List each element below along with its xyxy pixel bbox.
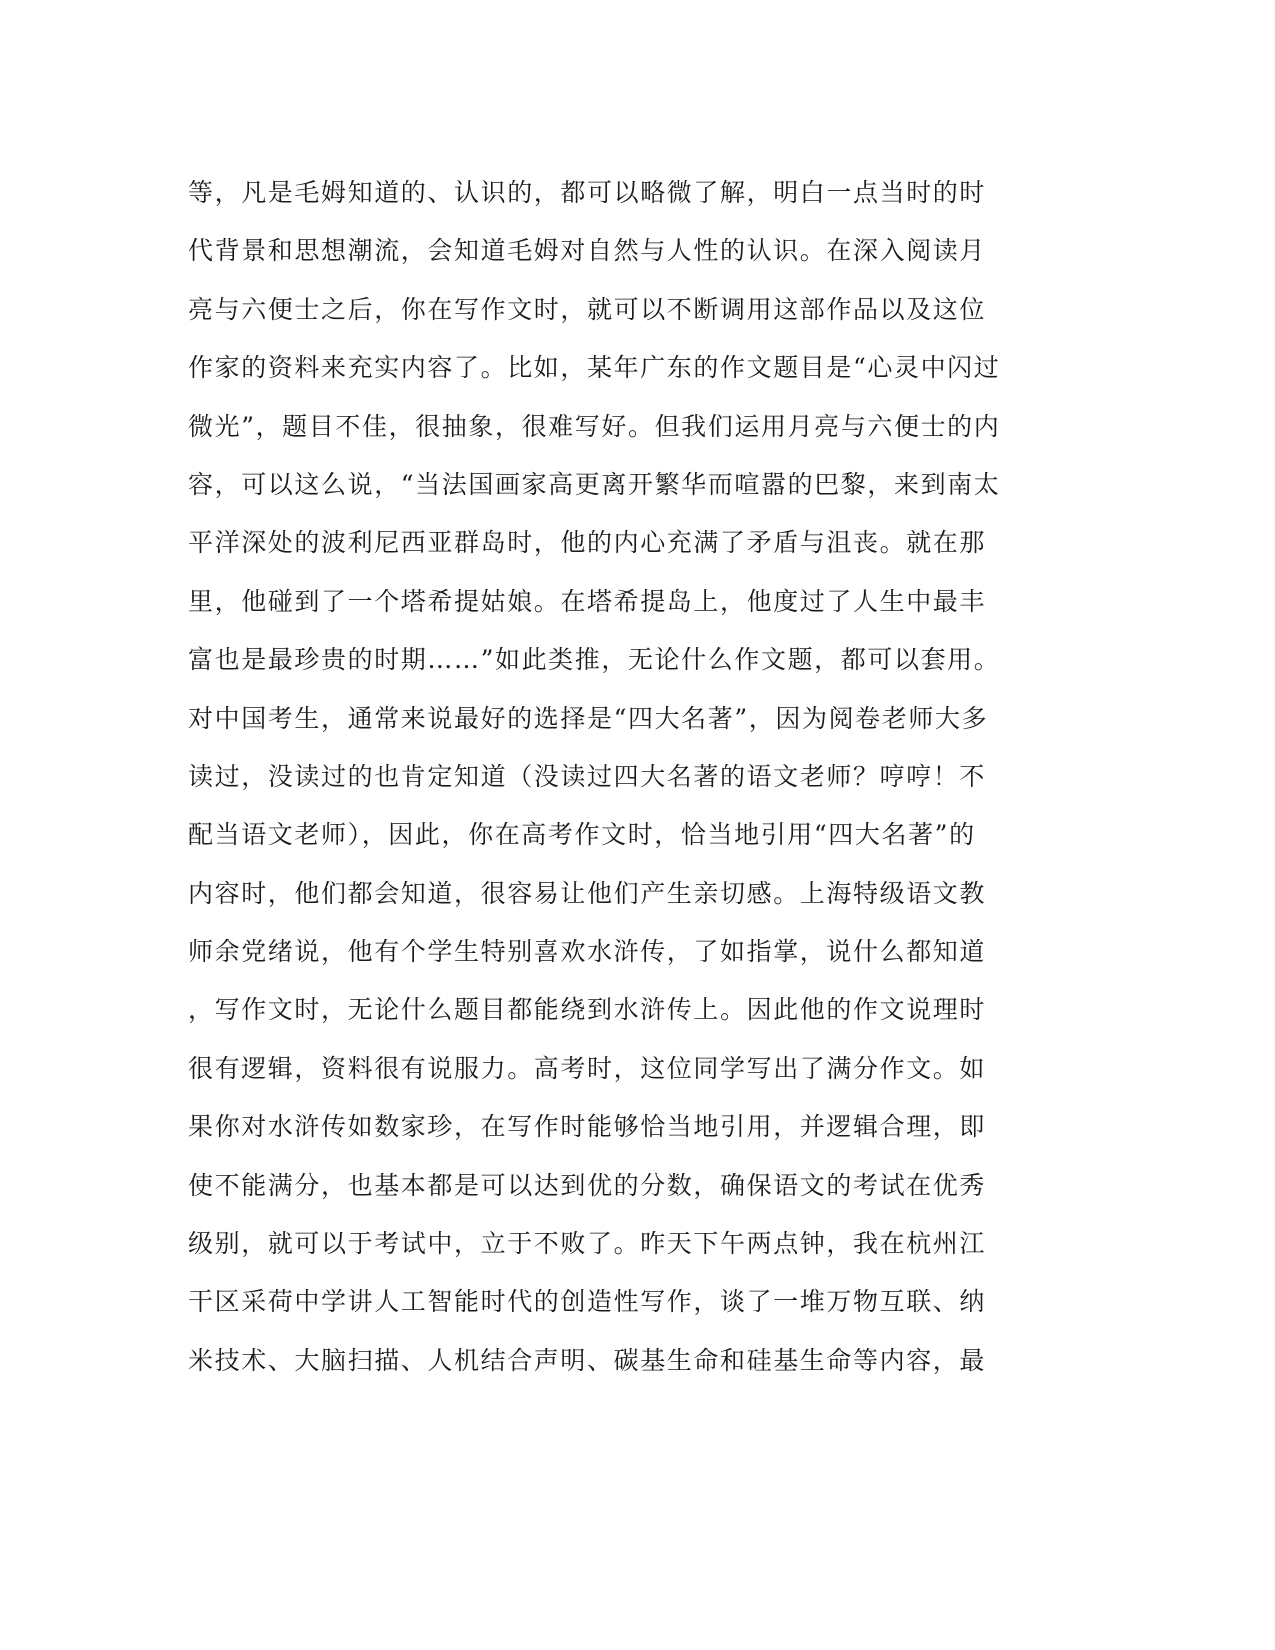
text-line-6: 容，可以这么说，“当法国画家高更离开繁华而喧嚣的巴黎，来到南太: [188, 469, 1001, 499]
text-line-4: 作家的资料来充实内容了。比如，某年广东的作文题目是“心灵中闪过: [188, 353, 1001, 383]
text-line-11: 读过，没读过的也肯定知道（没读过四大名著的语文老师？哼哼！不: [188, 761, 987, 791]
text-line-12: 配当语文老师），因此，你在高考作文时，恰当地引用“四大名著”的: [188, 820, 976, 850]
text-line-14: 师余党绪说，他有个学生特别喜欢水浒传，了如指掌，说什么都知道: [188, 937, 987, 967]
text-line-5: 微光”，题目不佳，很抽象，很难写好。但我们运用月亮与六便士的内: [188, 411, 1001, 441]
text-line-18: 使不能满分，也基本都是可以达到优的分数，确保语文的考试在优秀: [188, 1170, 987, 1200]
text-line-8: 里，他碰到了一个塔希提姑娘。在塔希提岛上，他度过了人生中最丰: [188, 586, 987, 616]
text-line-2: 代背景和思想潮流，会知道毛姆对自然与人性的认识。在深入阅读月: [188, 236, 987, 266]
text-line-20: 干区采荷中学讲人工智能时代的创造性写作，谈了一堆万物互联、纳: [188, 1287, 987, 1317]
text-line-3: 亮与六便士之后，你在写作文时，就可以不断调用这部作品以及这位: [188, 294, 987, 324]
text-line-17: 果你对水浒传如数家珍，在写作时能够恰当地引用，并逻辑合理，即: [188, 1112, 987, 1142]
text-line-7: 平洋深处的波利尼西亚群岛时，他的内心充满了矛盾与沮丧。就在那: [188, 528, 987, 558]
text-line-9: 富也是最珍贵的时期……”如此类推，无论什么作文题，都可以套用。: [188, 645, 1001, 675]
text-line-21: 米技术、大脑扫描、人机结合声明、碳基生命和硅基生命等内容，最: [188, 1345, 987, 1375]
body-text: [188, 164, 1068, 1390]
text-line-16: 很有逻辑，资料很有说服力。高考时，这位同学写出了满分作文。如: [188, 1053, 987, 1083]
text-line-19: 级别，就可以于考试中，立于不败了。昨天下午两点钟，我在杭州江: [188, 1229, 987, 1259]
text-line-1: 等，凡是毛姆知道的、认识的，都可以略微了解，明白一点当时的时: [188, 178, 987, 207]
text-line-13: 内容时，他们都会知道，很容易让他们产生亲切感。上海特级语文教: [188, 878, 987, 908]
text-line-15: ，写作文时，无论什么题目都能绕到水浒传上。因此他的作文说理时: [188, 995, 987, 1025]
text-line-10: 对中国考生，通常来说最好的选择是“四大名著”，因为阅卷老师大多: [188, 703, 989, 733]
